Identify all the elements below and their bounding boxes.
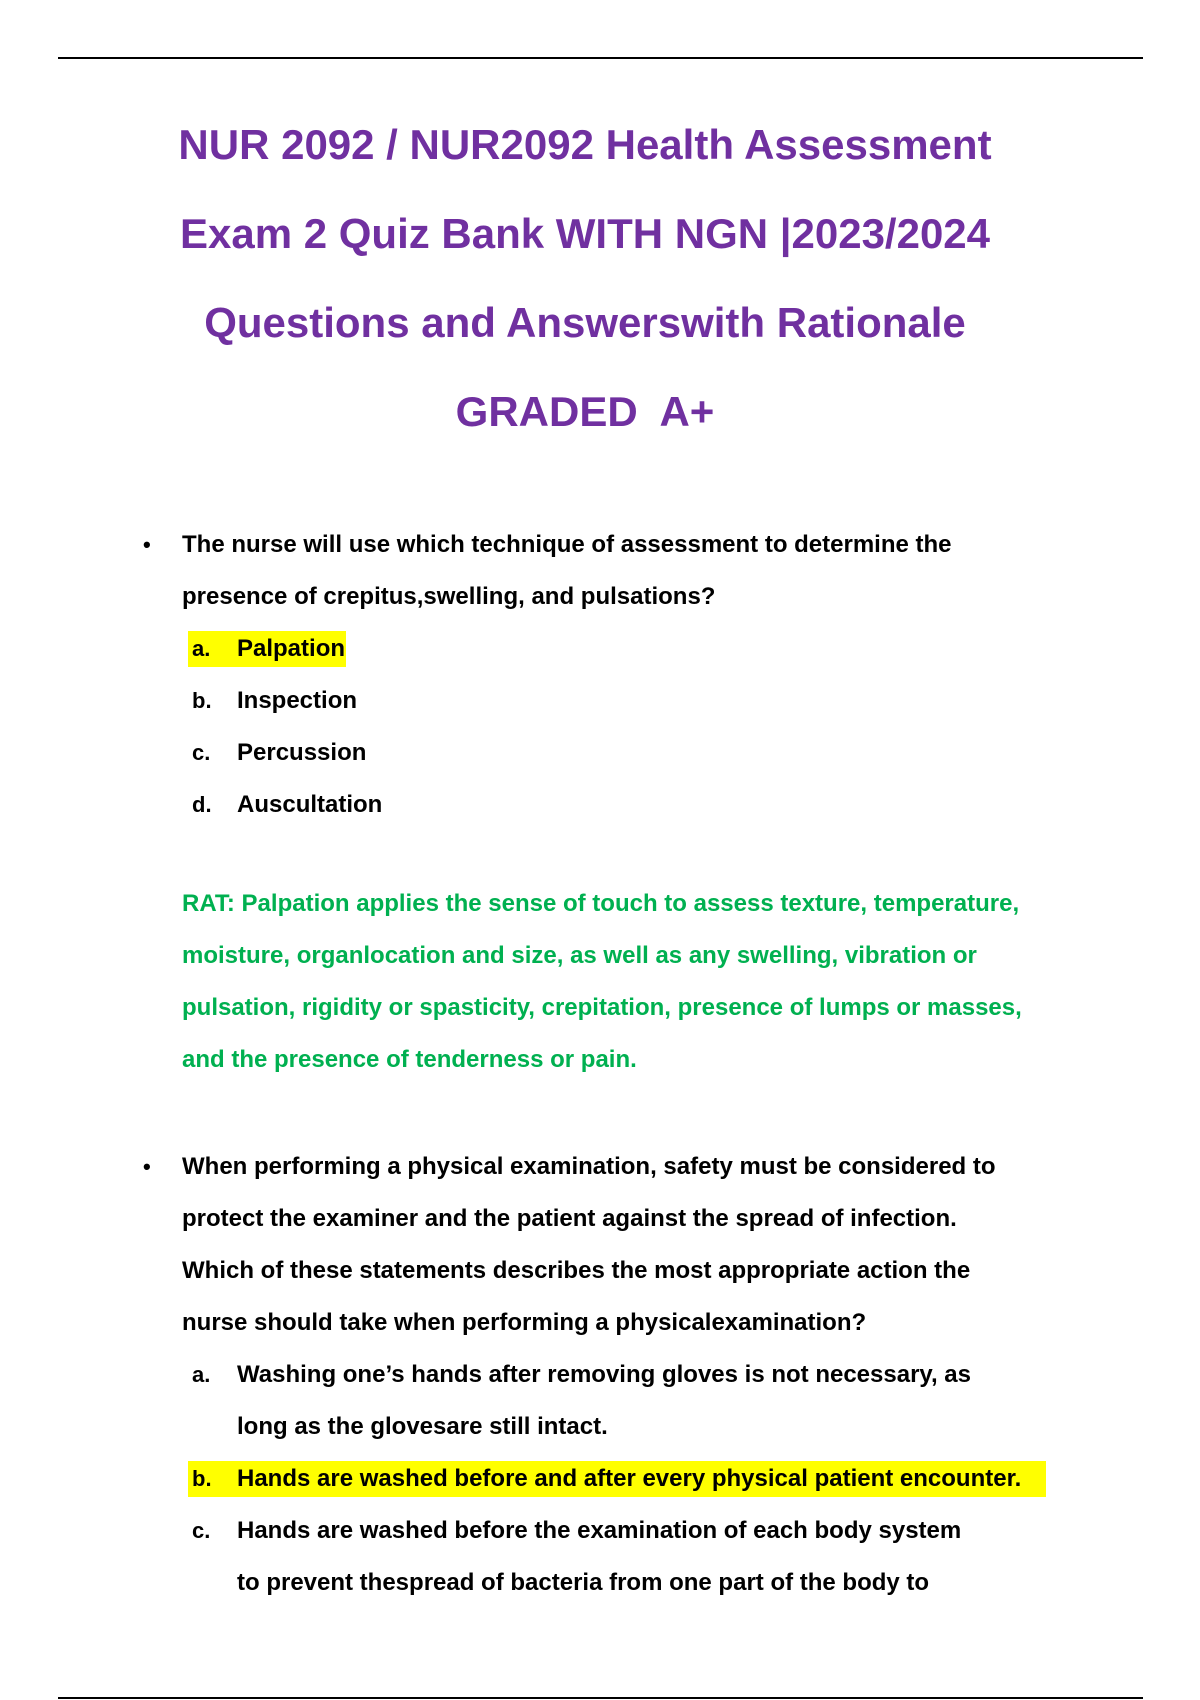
title-line-2: Exam 2 Quiz Bank WITH NGN |2023/2024 [179,210,991,257]
option-letter: c. [192,740,211,765]
bullet-icon: • [143,532,151,557]
stem-line: When performing a physical examination, safety must be considered to [182,1153,996,1180]
stem-line: The nurse will use which technique of assessment to determine the [182,531,952,558]
rationale-line: moisture, organlocation and size, as well as any swelling, vibration or [182,942,977,969]
option-c [0,1505,1200,1609]
option-text: long as the glovesare still intact. [237,1413,608,1440]
option-text: Percussion [237,739,367,766]
stem-line: Which of these statements describes the most appropriate action the [182,1257,971,1284]
option-d [0,779,1200,831]
option-text: Auscultation [237,791,383,818]
option-text: Hands are washed before and after every physical patient encounter. [237,1465,1022,1492]
document-title [0,100,1170,456]
question-2 [0,1141,1200,1609]
option-text: Inspection [237,687,358,714]
bottom-rule [58,1697,1143,1699]
title-line-4: GRADED A+ [455,388,715,435]
bullet-icon: • [143,1154,151,1179]
option-a [0,623,1200,675]
option-text: Palpation [237,635,346,662]
option-text: Washing one’s hands after removing gloves is not necessary, as [237,1361,972,1388]
top-rule [58,57,1143,59]
option-letter: b. [192,1466,212,1491]
title-line-3: Questions and Answerswith Rationale [204,299,966,346]
rationale-line: RAT: Palpation applies the sense of touch to assess texture, temperature, [182,890,1020,917]
option-letter: c. [192,1518,211,1543]
question-stem [0,1141,1042,1349]
option-letter: a. [192,636,211,661]
stem-line: nurse should take when performing a physicalexamination? [182,1309,867,1336]
question-1 [0,519,1200,831]
stem-line: protect the examiner and the patient against the spread of infection. [182,1205,957,1232]
option-c [0,727,1200,779]
option-letter: d. [192,792,212,817]
option-letter: b. [192,688,212,713]
option-text: Hands are washed before the examination of each body system [237,1517,962,1544]
rationale-line: and the presence of tenderness or pain. [182,1046,637,1073]
answer-options [0,623,1200,831]
option-text: to prevent thespread of bacteria from one part of the body to [237,1569,930,1596]
stem-line: presence of crepitus,swelling, and pulsations? [182,583,716,610]
rationale [182,878,1062,1086]
answer-options [0,1349,1200,1609]
option-b [0,1453,1200,1505]
title-line-1: NUR 2092 / NUR2092 Health Assessment [178,121,992,168]
option-b [0,675,1200,727]
option-letter: a. [192,1362,211,1387]
option-a [0,1349,1200,1453]
question-stem [0,519,1042,623]
rationale-line: pulsation, rigidity or spasticity, crepitation, presence of lumps or masses, [182,994,1022,1021]
